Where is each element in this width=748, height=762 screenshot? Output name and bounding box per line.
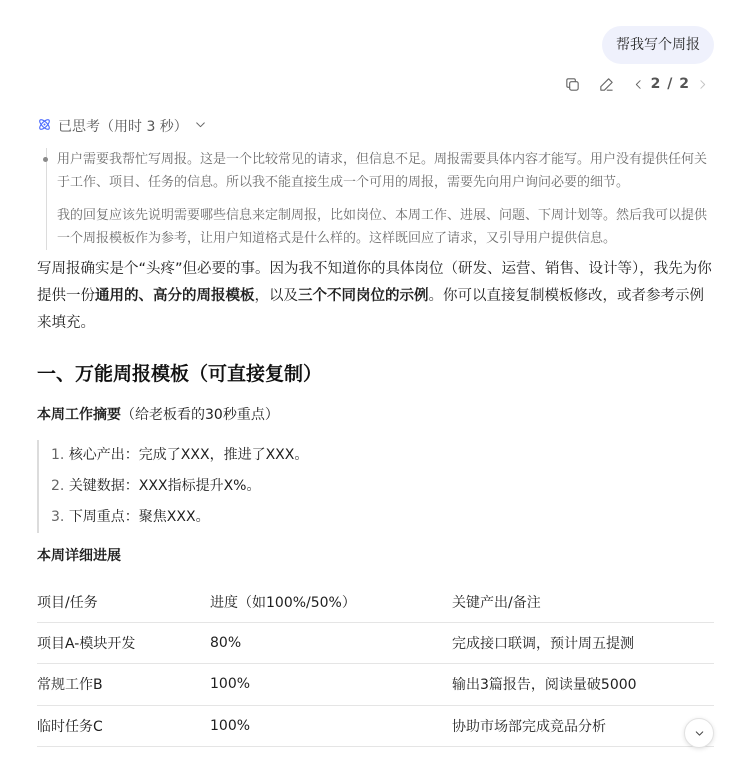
user-message-bubble: 帮我写个周报 [602, 26, 714, 64]
intro-text: ，以及 [254, 288, 298, 304]
section-heading: 一、万能周报模板（可直接复制） [37, 363, 323, 385]
list-text: 核心产出：完成了XXX，推进了XXX。 [68, 447, 309, 463]
list-item [51, 471, 707, 502]
message-actions [561, 72, 712, 96]
detail-heading: 本周详细进展 [37, 548, 121, 564]
table-row [37, 664, 714, 706]
answer-intro [37, 256, 717, 337]
intro-text: 。你可以直接复制模板修改，或者参考示例来填充。 [37, 288, 704, 331]
thinking-icon [37, 117, 52, 136]
pager-count: 2 / 2 [650, 76, 690, 92]
copy-icon[interactable] [561, 72, 585, 96]
chevron-down-icon [194, 118, 207, 135]
table-cell: 临时任务C [37, 705, 210, 747]
list-text: 关键数据：XXX指标提升X%。 [68, 478, 261, 494]
list-number: 2. [51, 478, 65, 494]
table-cell: 100% [210, 664, 452, 706]
list-item [51, 502, 707, 533]
table-row [37, 705, 714, 747]
list-number: 3. [51, 509, 65, 525]
chevron-left-icon[interactable] [629, 72, 649, 96]
table-cell: 100% [210, 705, 452, 747]
summary-list [37, 440, 707, 533]
response-pager [629, 72, 712, 96]
list-text: 下周重点：聚焦XXX。 [68, 509, 210, 525]
list-number: 1. [51, 447, 65, 463]
thinking-toggle[interactable] [37, 114, 207, 138]
table-cell: 输出3篇报告，阅读量破5000 [452, 664, 714, 706]
progress-table [37, 582, 714, 747]
intro-text: 写周报确实是个“头疼”但必要的事。因为我不知道你的具体岗位（研发、运营、销售、设计等），我先为你提供一份 [37, 261, 712, 304]
table-header-cell: 项目/任务 [37, 582, 210, 622]
intro-bold-text: 通用的、高分的周报模板 [95, 288, 255, 304]
scroll-to-bottom-button[interactable] [684, 718, 714, 748]
table-header-row [37, 582, 714, 622]
table-cell: 协助市场部完成竞品分析 [452, 705, 714, 747]
intro-bold-text: 三个不同岗位的示例 [298, 288, 429, 304]
table-cell: 项目A-模块开发 [37, 622, 210, 664]
summary-heading-note: （给老板看的30秒重点） [121, 407, 279, 423]
table-cell: 完成接口联调，预计周五提测 [452, 622, 714, 664]
thinking-label: 已思考（用时 3 秒） [58, 119, 188, 135]
summary-heading [37, 403, 279, 427]
edit-icon[interactable] [595, 72, 619, 96]
table-cell: 常规工作B [37, 664, 210, 706]
table-row [37, 622, 714, 664]
table-cell: 80% [210, 622, 452, 664]
summary-heading-bold: 本周工作摘要 [37, 407, 121, 423]
thinking-paragraph: 用户需要我帮忙写周报。这是一个比较常见的请求，但信息不足。周报需要具体内容才能写。用户没有提供任何关于工作、项目、任务的信息。所以我不能直接生成一个可用的周报，需要先向用户询问必要的细节。 [57, 148, 716, 194]
thinking-paragraph: 我的回复应该先说明需要哪些信息来定制周报，比如岗位、本周工作、进展、问题、下周计划等。然后我可以提供一个周报模板作为参考，让用户知道格式是什么样的。这样既回应了请求，又引导用户提供信息。 [57, 208, 708, 246]
table-header-cell: 关键产出/备注 [452, 582, 714, 622]
thinking-content [46, 148, 716, 250]
list-item [51, 440, 707, 471]
table-header-cell: 进度（如100%/50%） [210, 582, 452, 622]
chevron-right-icon[interactable] [692, 72, 712, 96]
chevron-down-icon [693, 727, 706, 740]
